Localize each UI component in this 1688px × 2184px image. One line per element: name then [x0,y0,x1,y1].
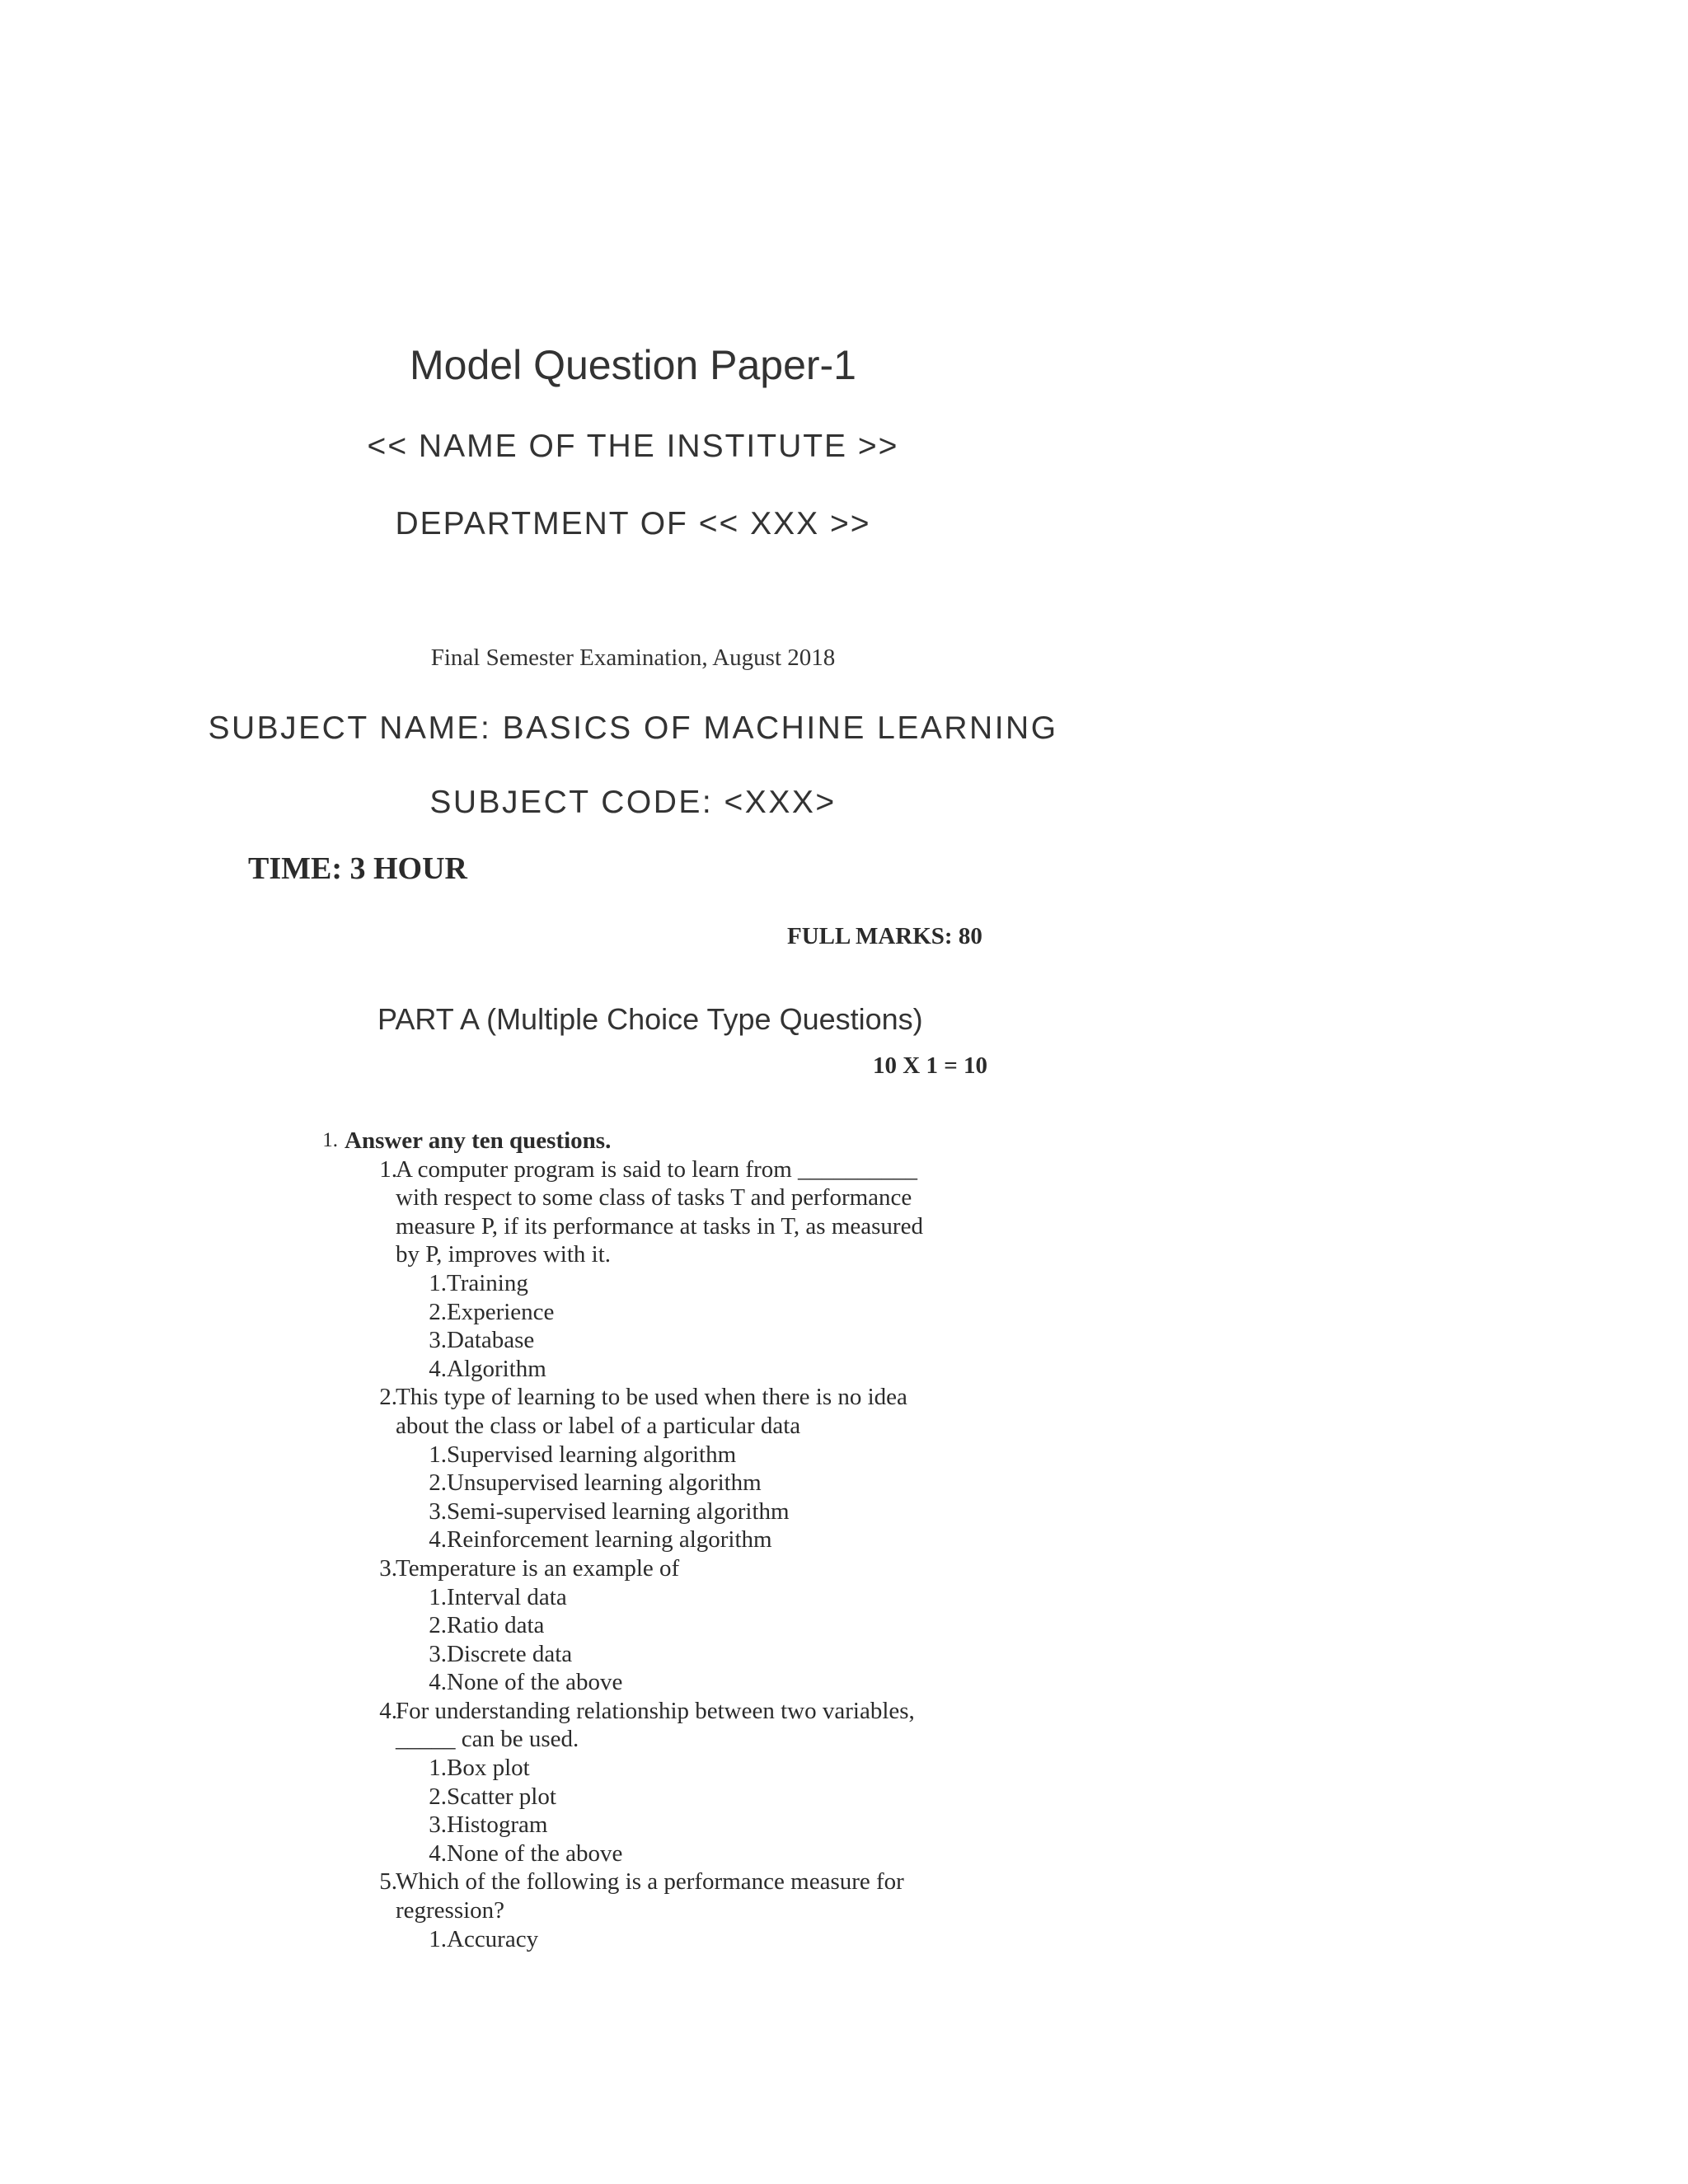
option-text: Database [447,1327,535,1354]
answer-option [0,1497,923,1526]
option-number: 4. [429,1669,447,1696]
option-text: Semi-supervised learning algorithm [447,1497,790,1525]
department-name: DEPARTMENT OF << XXX >> [395,506,871,541]
question-list [0,1155,923,1954]
option-text: Discrete data [447,1640,573,1667]
option-text: None of the above [447,1840,623,1867]
section-instruction [0,1127,923,1155]
question-text-line [0,1183,923,1212]
option-text: Reinforcement learning algorithm [447,1526,772,1554]
option-number: 4. [429,1840,447,1867]
section-number: 1. [322,1129,338,1151]
answer-option [0,1441,923,1469]
option-number: 3. [429,1811,447,1839]
option-number: 1. [429,1583,447,1610]
option-text: Unsupervised learning algorithm [447,1469,762,1497]
answer-option [0,1298,923,1327]
option-number: 4. [429,1355,447,1382]
option-number: 1. [429,1269,447,1296]
answer-option [0,1611,923,1640]
answer-option [0,1925,923,1954]
full-marks: FULL MARKS: 80 [787,923,982,949]
option-text: Histogram [447,1811,548,1839]
question-text: measure P, if its performance at tasks in T, as measured [396,1212,923,1240]
option-text: None of the above [447,1669,623,1696]
question-text: Which of the following is a performance measure for [396,1868,904,1896]
question-text-line [0,1896,923,1925]
question-section-list [0,1127,923,1953]
question-number: 2. [379,1384,397,1411]
exam-line: Final Semester Examination, August 2018 [430,644,836,671]
subject-name: SUBJECT NAME: BASICS OF MACHINE LEARNING [208,710,1058,746]
time-allowed: TIME: 3 HOUR [248,851,467,886]
paper-title: Model Question Paper-1 [410,342,856,388]
question-text-line [0,1868,923,1896]
question-item [0,1697,923,1868]
question-text: by P, improves with it. [396,1241,612,1268]
question-text-line [0,1697,923,1726]
answer-option [0,1754,923,1783]
question-text-line [0,1212,923,1241]
question-item [0,1868,923,1953]
option-number: 2. [429,1612,447,1639]
question-item [0,1155,923,1384]
answer-option [0,1640,923,1669]
answer-option [0,1811,923,1840]
subject-code: SUBJECT CODE: <XXX> [429,785,837,820]
question-text: Temperature is an example of [396,1554,680,1582]
question-text-line [0,1155,923,1184]
option-number: 1. [429,1441,447,1468]
question-text: regression? [396,1897,505,1924]
option-text: Scatter plot [447,1783,556,1810]
question-text-line [0,1412,923,1441]
question-list-container [0,1155,923,1954]
option-number: 4. [429,1526,447,1554]
option-text: Accuracy [447,1925,539,1952]
option-number: 1. [429,1925,447,1952]
answer-option [0,1783,923,1811]
option-number: 3. [429,1640,447,1667]
question-number: 3. [379,1554,397,1582]
option-number: 3. [429,1327,447,1354]
question-text: This type of learning to be used when there is no idea [396,1384,907,1411]
section-instruction-text: Answer any ten questions. [345,1127,612,1154]
answer-option [0,1840,923,1868]
question-item [0,1554,923,1697]
question-text: A computer program is said to learn from __________ [396,1155,918,1183]
option-number: 1. [429,1755,447,1782]
question-text: about the class or label of a particular data [396,1412,801,1439]
option-text: Interval data [447,1583,567,1610]
question-text-line [0,1383,923,1412]
answer-option [0,1526,923,1554]
option-number: 3. [429,1497,447,1525]
answer-option [0,1668,923,1697]
institute-name: << NAME OF THE INSTITUTE >> [367,429,899,464]
answer-option [0,1355,923,1384]
option-text: Experience [447,1298,555,1325]
question-number: 1. [379,1155,397,1183]
question-text-line [0,1240,923,1269]
part-a-marks: 10 X 1 = 10 [873,1052,987,1079]
question-number: 4. [379,1697,397,1724]
answer-option [0,1469,923,1497]
answer-option [0,1269,923,1298]
answer-option [0,1583,923,1612]
option-number: 2. [429,1783,447,1810]
option-number: 2. [429,1298,447,1325]
answer-option [0,1326,923,1355]
question-text-line [0,1725,923,1754]
question-text: with respect to some class of tasks T and performance [396,1184,912,1212]
question-number: 5. [379,1868,397,1896]
option-text: Training [447,1269,528,1296]
option-number: 2. [429,1469,447,1497]
option-text: Box plot [447,1755,530,1782]
option-text: Ratio data [447,1612,545,1639]
question-text-line [0,1554,923,1583]
option-text: Supervised learning algorithm [447,1441,737,1468]
question-text: _____ can be used. [396,1726,579,1753]
part-a-title: PART A (Multiple Choice Type Questions) [377,1002,923,1036]
option-text: Algorithm [447,1355,546,1382]
question-text: For understanding relationship between two variables, [396,1697,915,1724]
question-item [0,1383,923,1554]
